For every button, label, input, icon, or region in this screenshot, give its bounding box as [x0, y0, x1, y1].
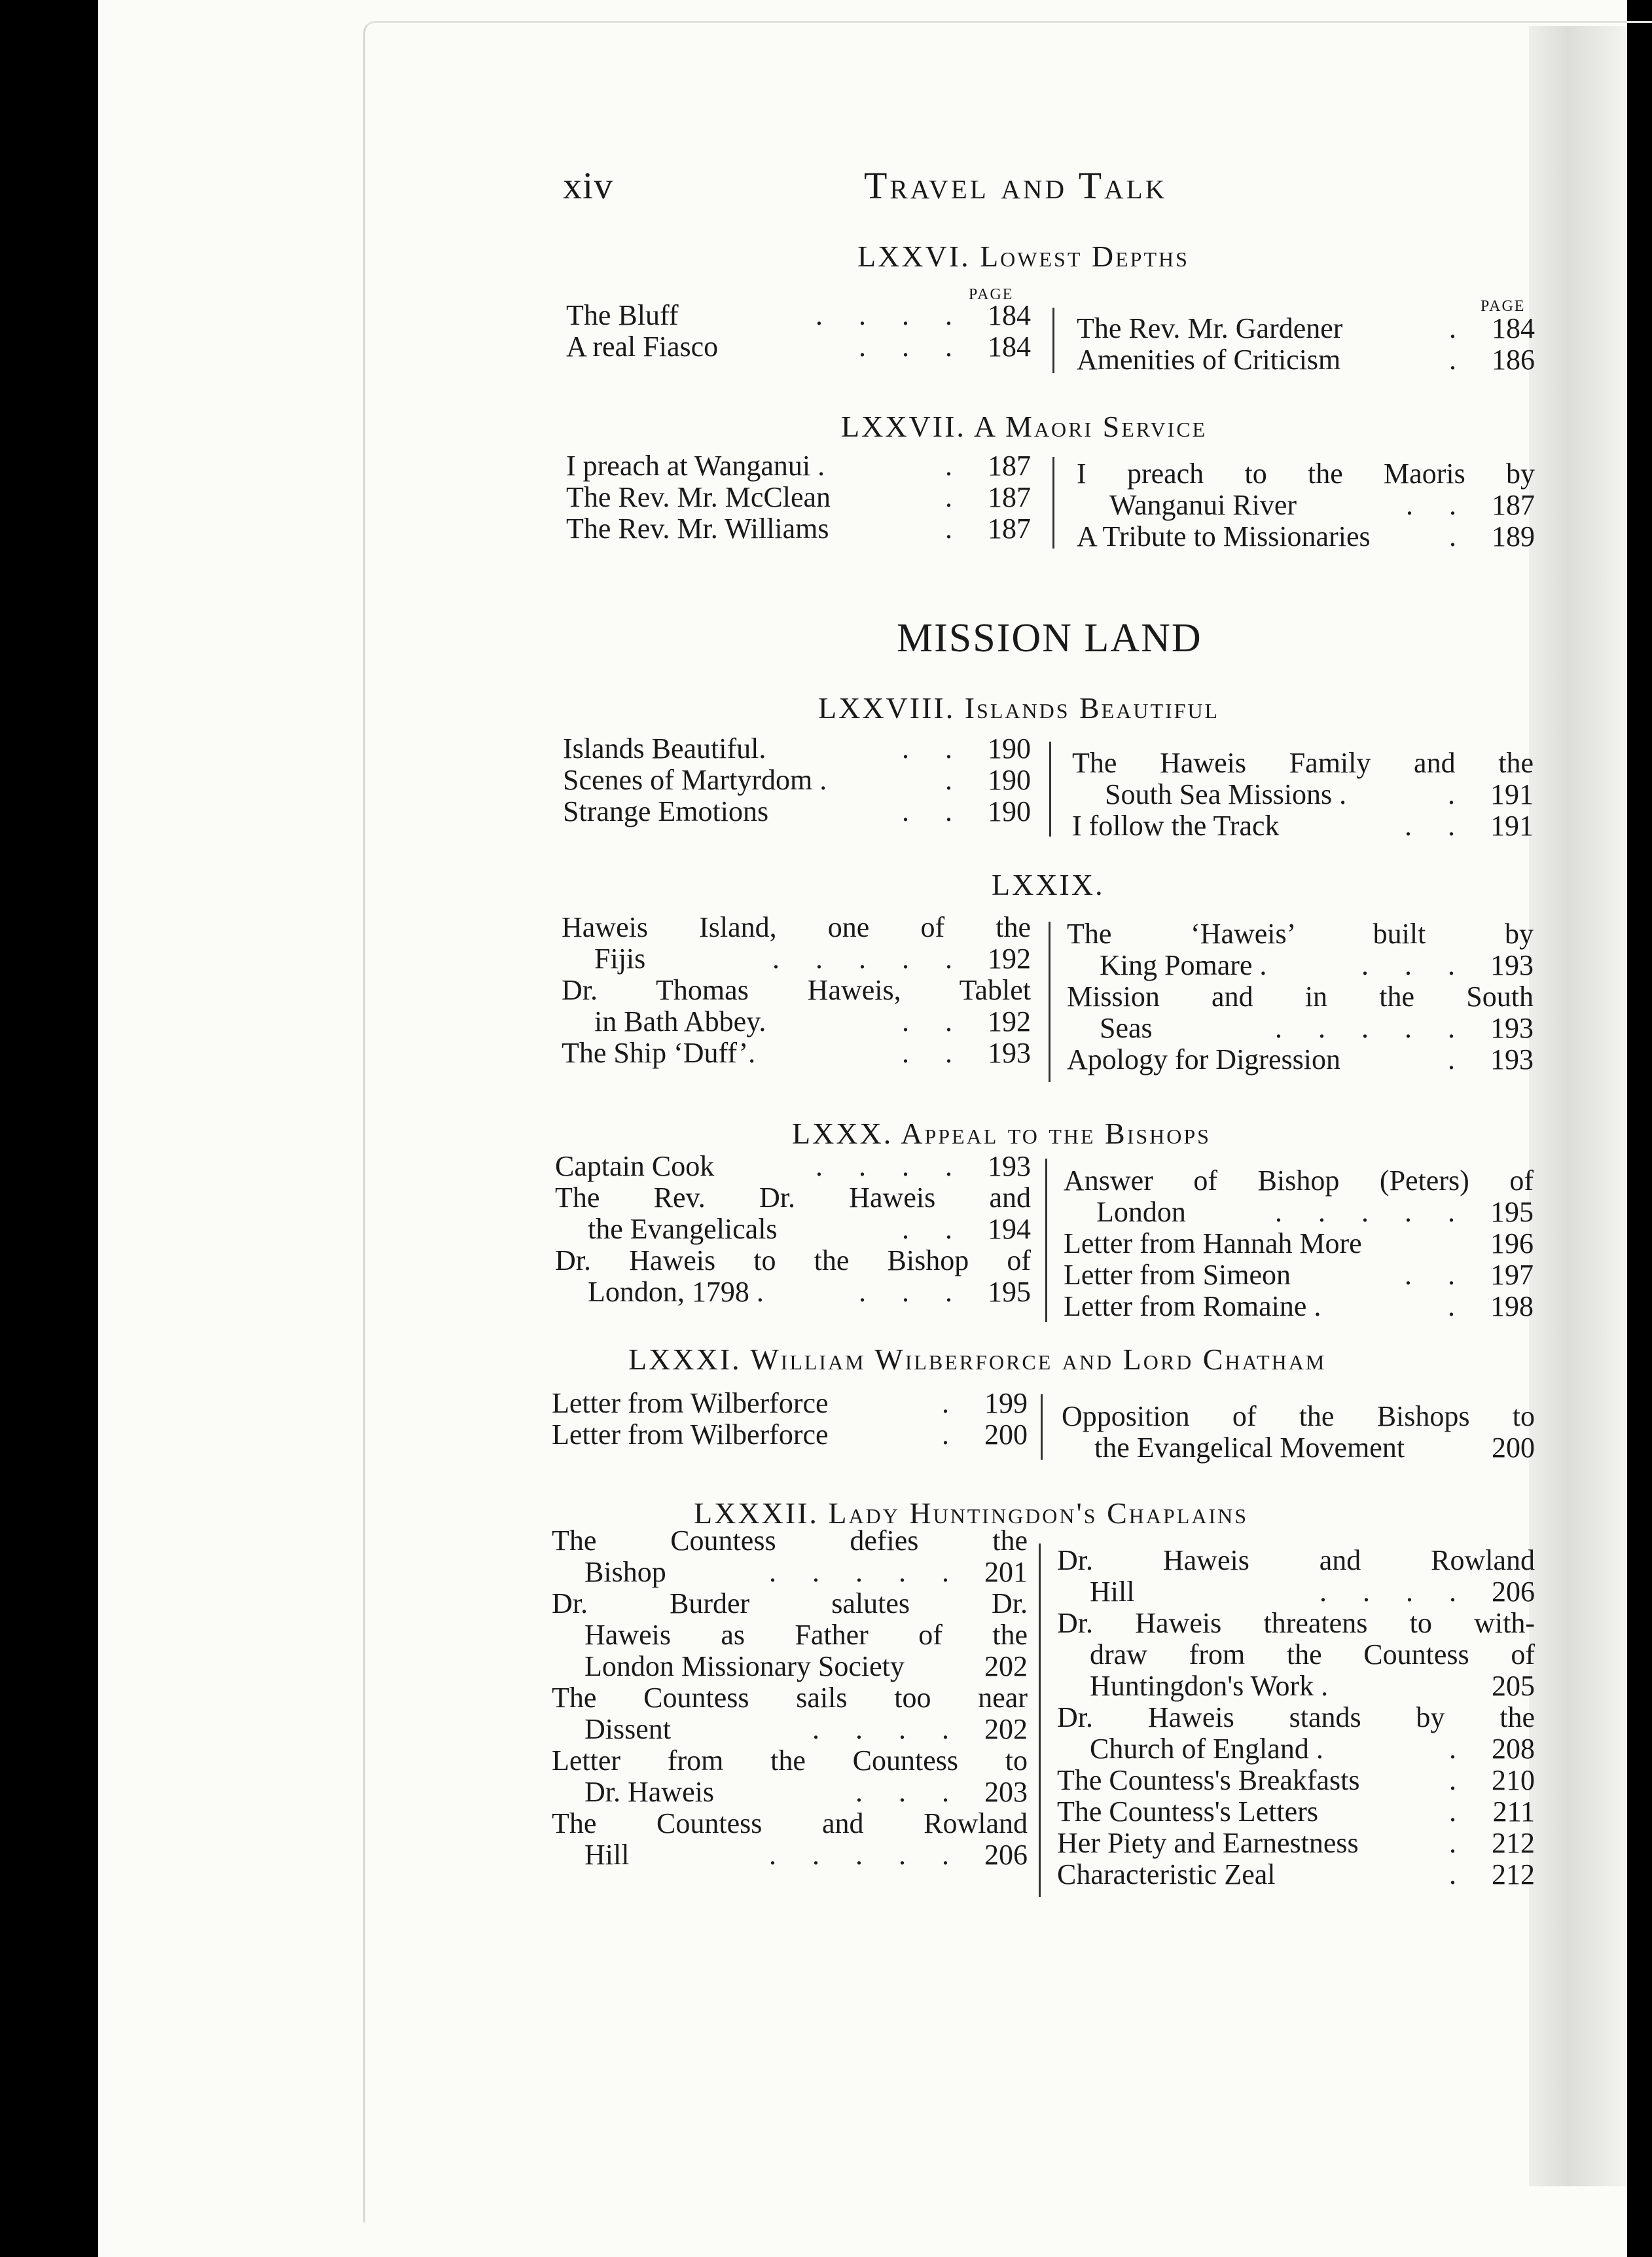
toc-entry-title: Letter from Hannah More — [1064, 1227, 1362, 1259]
toc-entry-title: Wanganui River — [1109, 489, 1297, 521]
toc-entry — [1057, 1545, 1535, 1576]
toc-left-column — [552, 1525, 1028, 1871]
toc-entry-title: Opposition of the Bishops to — [1062, 1400, 1535, 1432]
toc-entry-page: 195 — [1490, 1196, 1534, 1228]
toc-entry-title: I preach to the Maoris by — [1077, 458, 1535, 490]
toc-entry-title: Dr. Haweis stands by the — [1057, 1701, 1535, 1733]
toc-entry: Her Piety and Earnestness . 212 — [1057, 1827, 1535, 1859]
toc-entry-page: 197 — [1490, 1259, 1534, 1291]
toc-entry-title: The Countess's Breakfasts — [1057, 1764, 1360, 1796]
toc-entry-title: The Countess sails too near — [552, 1682, 1028, 1714]
toc-entry — [562, 912, 1031, 943]
section-title-lxxix: LXXIX. — [992, 868, 1105, 901]
toc-entry — [552, 1651, 1028, 1682]
toc-entry-title: the Evangelicals — [588, 1213, 778, 1245]
toc-entry-title: London, 1798 . — [588, 1276, 764, 1308]
toc-right-column — [1062, 1401, 1535, 1464]
toc-entry-title: Letter from the Countess to — [552, 1744, 1028, 1777]
toc-entry: Seas . . . . . 193 — [1067, 1013, 1534, 1044]
page-column-header: PAGE — [1481, 298, 1526, 315]
toc-entry: The Countess's Breakfasts . 210 — [1057, 1764, 1535, 1796]
page-column-header: PAGE — [969, 286, 1014, 303]
toc-entry-page: 199 — [984, 1387, 1028, 1419]
toc-entry-title: A real Fiasco — [566, 331, 719, 363]
toc-entry: London . . . . . 195 — [1064, 1197, 1534, 1228]
toc-entry-page: 210 — [1492, 1764, 1535, 1796]
toc-entry — [1072, 748, 1534, 779]
toc-entry-title: Strange Emotions — [563, 795, 769, 827]
column-divider — [1049, 742, 1051, 837]
toc-entry-title: The Bluff — [566, 299, 679, 331]
toc-entry-title: London — [1096, 1196, 1186, 1228]
toc-entry-page: 193 — [988, 1150, 1031, 1182]
toc-entry-title: Mission and in the South — [1067, 981, 1534, 1013]
toc-entry-title: Dr. Haweis threatens to with- — [1057, 1607, 1535, 1639]
toc-entry-title: The Rev. Mr. Williams — [566, 513, 829, 545]
toc-entry-page: 187 — [988, 450, 1031, 482]
toc-entry-page: 206 — [984, 1839, 1028, 1871]
toc-left-column — [563, 733, 1031, 827]
page-number: xiv — [563, 164, 614, 207]
toc-entry-title: the Evangelical Movement — [1094, 1432, 1405, 1464]
toc-entry-page: 196 — [1490, 1227, 1534, 1259]
toc-entry-title: Amenities of Criticism — [1077, 344, 1341, 376]
toc-right-column — [1072, 748, 1534, 842]
toc-entry: The Rev. Mr. Williams . 187 — [566, 513, 1031, 545]
toc-entry-page: 187 — [1492, 489, 1535, 521]
toc-entry-page: 184 — [988, 331, 1031, 363]
toc-entry: The Ship ‘Duff’. . . 193 — [562, 1037, 1031, 1069]
toc-entry-title: Hill — [1090, 1576, 1135, 1608]
toc-entry: Letter from Wilberforce . 199 — [552, 1387, 1028, 1419]
toc-entry-title: The Rev. Mr. McClean — [566, 481, 831, 513]
toc-entry-title: Apology for Digression — [1067, 1043, 1340, 1075]
toc-entry-title: Haweis as Father of the — [584, 1619, 1028, 1651]
toc-entry-title: Captain Cook — [555, 1150, 715, 1182]
toc-entry-title: Dr. Haweis and Rowland — [1057, 1544, 1535, 1576]
toc-entry — [1057, 1639, 1535, 1670]
toc-entry: The Countess's Letters . 211 — [1057, 1796, 1535, 1828]
toc-entry — [552, 1588, 1028, 1619]
toc-entry-title: The Haweis Family and the — [1072, 747, 1534, 779]
toc-entry — [1067, 918, 1534, 950]
toc-entry-title: Letter from Wilberforce — [552, 1387, 829, 1419]
toc-entry-title: Dr. Haweis to the Bishop of — [555, 1244, 1031, 1276]
column-divider — [1049, 922, 1050, 1082]
toc-entry-page: 191 — [1490, 810, 1534, 842]
toc-entry-title: Huntingdon's Work . — [1090, 1670, 1329, 1702]
toc-entry-page: 187 — [988, 481, 1031, 513]
running-head — [563, 164, 1532, 216]
toc-entry: Scenes of Martyrdom . . 190 — [563, 764, 1031, 796]
toc-entry-title: South Sea Missions . — [1105, 778, 1347, 810]
toc-entry-page: 193 — [988, 1037, 1031, 1069]
toc-entry-title: The Rev. Dr. Haweis and — [555, 1182, 1031, 1214]
toc-entry: King Pomare . . . . 193 — [1067, 950, 1534, 981]
toc-left-column — [566, 300, 1031, 363]
toc-entry-page: 189 — [1492, 520, 1535, 552]
toc-entry: Dr. Haweis . . . 203 — [552, 1777, 1028, 1808]
toc-entry-page: 190 — [988, 732, 1031, 765]
toc-entry-title: Letter from Simeon — [1064, 1259, 1291, 1291]
toc-entry: Fijis . . . . . 192 — [562, 943, 1031, 975]
toc-entry-title: in Bath Abbey. — [594, 1005, 766, 1038]
toc-entry-title: Church of England . — [1090, 1733, 1323, 1765]
toc-left-column — [562, 912, 1031, 1069]
toc-entry-title: London Missionary Society — [584, 1650, 905, 1682]
toc-entry-title: Dissent — [584, 1713, 671, 1745]
toc-entry: Letter from Wilberforce . 200 — [552, 1418, 1028, 1451]
toc-entry-title: Scenes of Martyrdom . — [563, 764, 827, 796]
toc-entry-title: Hill — [584, 1839, 630, 1871]
toc-entry: Church of England . . 208 — [1057, 1733, 1535, 1765]
toc-entry: Characteristic Zeal . 212 — [1057, 1858, 1535, 1890]
toc-entry-title: The Countess defies the — [552, 1525, 1028, 1557]
book-title: Travel and Talk — [864, 164, 1168, 207]
toc-entry: The Rev. Mr. McClean . 187 — [566, 481, 1031, 513]
toc-entry — [562, 975, 1031, 1006]
column-divider — [1045, 1159, 1047, 1322]
toc-entry: in Bath Abbey. . . 192 — [562, 1006, 1031, 1038]
toc-entry-title: Seas — [1100, 1012, 1153, 1044]
toc-entry: Hill . . . . 206 — [1057, 1576, 1535, 1608]
toc-entry-page: 184 — [988, 299, 1031, 331]
toc-entry: I preach at Wanganui . . 187 — [566, 450, 1031, 482]
toc-right-column — [1057, 1545, 1535, 1890]
toc-entry: I follow the Track . . 191 — [1072, 810, 1534, 842]
toc-entry-page: 190 — [988, 795, 1031, 827]
toc-entry-page: 211 — [1492, 1796, 1535, 1828]
toc-entry — [552, 1619, 1028, 1651]
toc-entry-title: Dr. Thomas Haweis, Tablet — [562, 974, 1031, 1006]
toc-entry — [1064, 1228, 1534, 1259]
toc-entry-page: 194 — [988, 1213, 1031, 1245]
toc-entry-title: Her Piety and Earnestness — [1057, 1827, 1359, 1859]
toc-entry-title: draw from the Countess of — [1090, 1638, 1535, 1670]
section-title-lxxx: LXXX. Appeal to the Bishops — [792, 1117, 1211, 1150]
toc-entry-page: 202 — [984, 1713, 1028, 1745]
toc-entry-page: 198 — [1490, 1290, 1534, 1322]
toc-entry: Dissent . . . . 202 — [552, 1714, 1028, 1745]
toc-entry-title: Dr. Burder salutes Dr. — [552, 1587, 1028, 1619]
toc-entry-page: 195 — [988, 1276, 1031, 1308]
toc-entry-page: 193 — [1490, 1043, 1534, 1075]
toc-entry: London, 1798 . . . . 195 — [555, 1276, 1031, 1308]
toc-entry — [1057, 1608, 1535, 1639]
toc-entry-title: The ‘Haweis’ built by — [1067, 918, 1534, 950]
toc-entry — [552, 1525, 1028, 1557]
toc-entry-page: 212 — [1492, 1827, 1535, 1859]
toc-entry: Islands Beautiful. . . 190 — [563, 732, 1031, 765]
toc-entry — [552, 1745, 1028, 1777]
section-title-lxxvii: LXXVII. A Maori Service — [841, 410, 1208, 443]
toc-entry-title: Answer of Bishop (Peters) of — [1064, 1165, 1534, 1197]
toc-entry — [1062, 1432, 1535, 1464]
toc-right-column — [1064, 1165, 1534, 1322]
toc-entry-page: 186 — [1492, 344, 1535, 376]
toc-entry-page: 184 — [1492, 312, 1535, 344]
toc-entry-page: 200 — [1492, 1432, 1535, 1464]
toc-entry-title: Dr. Haweis — [584, 1776, 714, 1808]
toc-entry — [1062, 1401, 1535, 1432]
toc-entry — [1067, 981, 1534, 1013]
toc-entry-page: 206 — [1492, 1576, 1535, 1608]
toc-entry-title: A Tribute to Missionaries — [1077, 520, 1371, 552]
toc-right-column — [1067, 918, 1534, 1075]
toc-entry-title: Haweis Island, one of the — [562, 911, 1031, 943]
toc-entry-page: 190 — [988, 764, 1031, 796]
toc-entry — [555, 1182, 1031, 1214]
toc-entry-page: 192 — [988, 943, 1031, 975]
toc-entry-page: 192 — [988, 1005, 1031, 1038]
toc-entry-page: 202 — [984, 1650, 1028, 1682]
toc-entry-page: 203 — [984, 1776, 1028, 1808]
toc-entry-title: I follow the Track — [1072, 810, 1280, 842]
toc-entry-page: 191 — [1490, 778, 1534, 810]
toc-entry-page: 201 — [984, 1556, 1028, 1588]
toc-entry-title: The Ship ‘Duff’. — [562, 1037, 756, 1069]
toc-entry — [552, 1682, 1028, 1714]
toc-entry: Letter from Romaine . . 198 — [1064, 1290, 1534, 1322]
column-divider — [1052, 308, 1054, 373]
column-divider — [1039, 1544, 1041, 1897]
toc-entry: Apology for Digression . 193 — [1067, 1043, 1534, 1075]
toc-entry-title: Islands Beautiful. — [563, 732, 766, 765]
toc-right-column — [1077, 313, 1535, 376]
toc-entry: Hill . . . . . 206 — [552, 1839, 1028, 1871]
toc-entry-page: 200 — [984, 1418, 1028, 1451]
toc-entry-title: King Pomare . — [1100, 949, 1267, 981]
toc-entry — [1077, 458, 1535, 490]
toc-entry — [1064, 1165, 1534, 1197]
toc-entry: the Evangelicals . . 194 — [555, 1214, 1031, 1245]
column-divider — [1041, 1394, 1043, 1460]
toc-entry-page: 205 — [1492, 1670, 1535, 1702]
toc-entry-title: Bishop — [584, 1556, 666, 1588]
toc-entry — [555, 1245, 1031, 1276]
toc-entry-title: The Rev. Mr. Gardener — [1077, 312, 1343, 344]
toc-entry: Strange Emotions . . 190 — [563, 795, 1031, 827]
toc-entry: The Rev. Mr. Gardener . 184 — [1077, 312, 1535, 344]
toc-entry — [1057, 1670, 1535, 1702]
toc-right-column — [1077, 458, 1535, 552]
toc-entry-title: Fijis — [594, 943, 646, 975]
toc-entry-page: 212 — [1492, 1858, 1535, 1890]
toc-entry-page: 187 — [988, 513, 1031, 545]
toc-entry-page: 208 — [1492, 1733, 1535, 1765]
toc-entry: The Bluff . . . . 184 — [566, 299, 1031, 331]
part-title: MISSION LAND — [897, 616, 1202, 660]
toc-entry: Letter from Simeon . . 197 — [1064, 1259, 1534, 1291]
toc-left-column — [566, 450, 1031, 545]
section-title-lxxxi: LXXXI. William Wilberforce and Lord Chatham — [628, 1343, 1327, 1376]
toc-entry-title: The Countess and Rowland — [552, 1807, 1028, 1839]
section-title-lxxviii: LXXVIII. Islands Beautiful — [818, 691, 1220, 725]
toc-entry: South Sea Missions . . 191 — [1072, 779, 1534, 810]
toc-entry-title: Letter from Wilberforce — [552, 1418, 829, 1451]
toc-entry: Bishop . . . . . 201 — [552, 1557, 1028, 1588]
toc-entry: A Tribute to Missionaries . 189 — [1077, 520, 1535, 552]
toc-entry-title: I preach at Wanganui . — [566, 450, 825, 482]
toc-entry: Captain Cook . . . . 193 — [555, 1150, 1031, 1182]
column-divider — [1052, 457, 1054, 549]
toc-left-column — [552, 1388, 1028, 1451]
toc-entry: Wanganui River . . 187 — [1077, 490, 1535, 521]
section-title-lxxvi: LXXVI. Lowest Depths — [857, 240, 1189, 273]
toc-entry: A real Fiasco . . . 184 — [566, 331, 1031, 363]
toc-entry-title: Letter from Romaine . — [1064, 1290, 1321, 1322]
toc-left-column — [555, 1151, 1031, 1308]
toc-entry-page: 193 — [1490, 949, 1534, 981]
toc-entry: Amenities of Criticism . 186 — [1077, 344, 1535, 376]
toc-entry-title: Characteristic Zeal — [1057, 1858, 1276, 1890]
section-title-lxxxii: LXXXII. Lady Huntingdon's Chaplains — [694, 1496, 1249, 1530]
toc-entry-title: The Countess's Letters — [1057, 1796, 1318, 1828]
toc-entry — [1057, 1702, 1535, 1733]
toc-entry — [552, 1808, 1028, 1839]
toc-entry-page: 193 — [1490, 1012, 1534, 1044]
